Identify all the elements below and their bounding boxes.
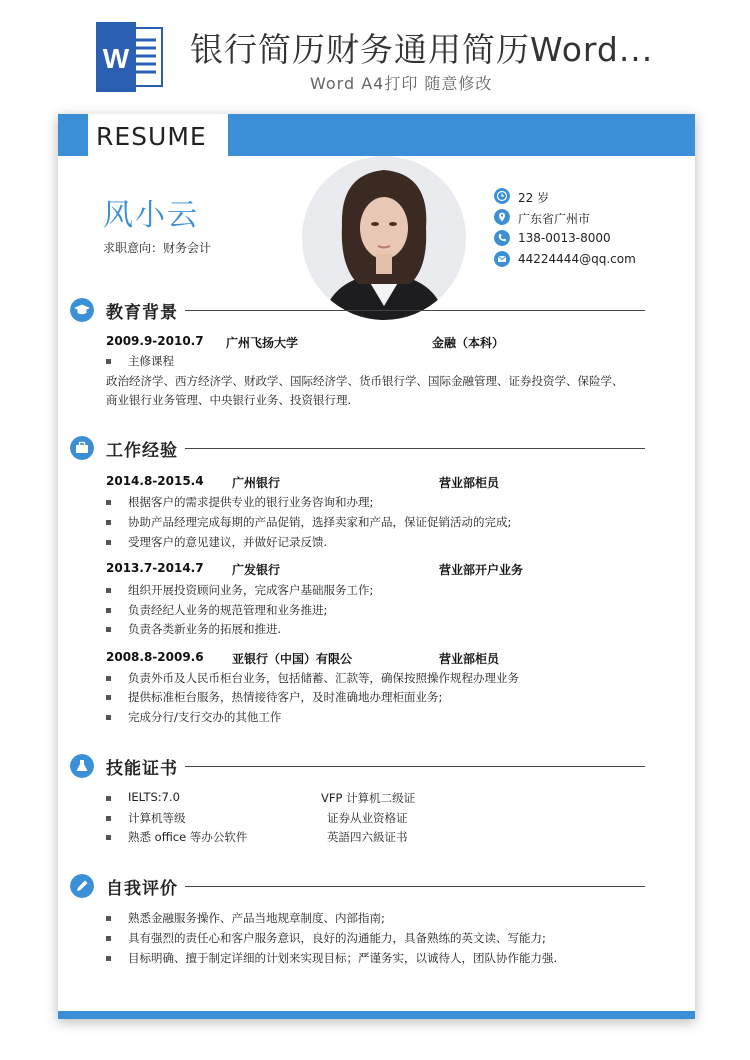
education-title: 教育背景 [106,303,178,323]
education-school: 广州飞扬大学 [226,336,299,350]
section-work [70,436,645,462]
job-role: 营业部柜员 [439,476,500,490]
word-document-icon [96,22,164,92]
skill-right: 证券从业资格证 [327,811,408,825]
job-date: 2008.8-2009.6 [106,650,204,664]
skill-right: VFP 计算机二级证 [321,791,416,805]
courses-line-1: 政治经济学、西方经济学、财政学、国际经济学、货币银行学、国际金融管理、证券投资学、保险学、 [106,374,624,388]
divider [185,310,645,311]
location-pin-icon [494,209,510,225]
job-date: 2014.8-2015.4 [106,474,204,488]
divider [185,886,645,887]
profile-photo [302,156,466,320]
section-skills [70,754,645,780]
pencil-icon [70,874,94,898]
work-title: 工作经验 [106,441,178,461]
location-text: 广东省广州市 [518,212,591,226]
email-icon [494,251,510,267]
skill-right: 英語四六級证书 [327,830,408,844]
phone-text: 138-0013-8000 [518,231,611,245]
job-org: 广发银行 [232,563,281,577]
job-date: 2013.7-2014.7 [106,561,204,575]
courses-line-2: 商业银行业务管理、中央银行业务、投资银行理. [106,393,352,407]
education-major: 金融（本科） [432,336,505,350]
job-role: 营业部开户业务 [439,563,524,577]
age-text: 22 岁 [518,191,550,205]
phone-icon [494,230,510,246]
section-self-evaluation [70,874,645,900]
banner-subtitle: Word A4打印 随意修改 [310,74,493,93]
resume-page: RESUME 风小云 求职意向：财务会计 22 岁 广东省广州市 138-0013-8000 44224444@qq.com 教育背景 2009.9-2010.7 广州飞扬大学 金融（本科） 主修课程 政治经济学、西方经济学、财政学、国际经济学、货币银行学、国际金融管理、证券投资学、保险学、 商业银行业务管理、中央银行业务、投资银行理. 工作经验 2014.8-2015.4 广州银行 营业部柜员 根据客户的需求提供专业的银行业务咨询和办理; 协助产品经理完成每期的产品促销，选择卖家和产品，保证促销活动的完成; 受理客户的意见建议，并做好记录反馈. 2013.7-2014.7 广发银行 营业部开户业务 组织开展投资顾问业务，完成客户基础服务工作; 负责经纪人业务的规范管理和业务推进; 负责各类新业务的拓展和推进. 2008.8-2009.6 亚银行（中国）有限公 营业部柜员 负责外币及人民币柜台业务，包括储蓄、汇款等，确保按照操作规程办理业务 提供标准柜台服务，热情接待客户，及时准确地办理柜面业务; 完成分行/支行交办的其他工作 技能证书 IELTS:7.0 计算机等级 熟悉 office 等办公软件 VFP 计算机二级证 证券从业资格证 英語四六級证书 自我评价 熟悉金融服务操作、产品当地规章制度、内部指南; 具有强烈的责任心和客户服务意识，良好的沟通能力，具备熟练的英文读、写能力; 目标明确、擅于制定详细的计划来实现目标；严谨务实，以诚待人，团队协作能力强. [58,114,695,1019]
job-org: 亚银行（中国）有限公 [232,652,353,666]
self-title: 自我评价 [106,879,178,899]
briefcase-icon [70,436,94,460]
divider [185,766,645,767]
flask-icon [70,754,94,778]
candidate-name: 风小云 [103,198,199,233]
svg-text:W: W [102,43,130,74]
graduation-cap-icon [70,298,94,322]
footer-bar [58,1011,695,1019]
job-org: 广州银行 [232,476,281,490]
divider [185,448,645,449]
clock-icon [494,188,510,204]
education-date: 2009.9-2010.7 [106,334,204,348]
job-intent: 求职意向：财务会计 [103,241,212,255]
section-education [70,298,645,324]
email-text: 44224444@qq.com [518,252,636,266]
resume-tag [88,114,228,160]
job-role: 营业部柜员 [439,652,500,666]
skills-title: 技能证书 [106,759,178,779]
resume-label: RESUME [96,122,207,151]
banner-title: 银行简历财务通用简历Word... [190,30,654,69]
